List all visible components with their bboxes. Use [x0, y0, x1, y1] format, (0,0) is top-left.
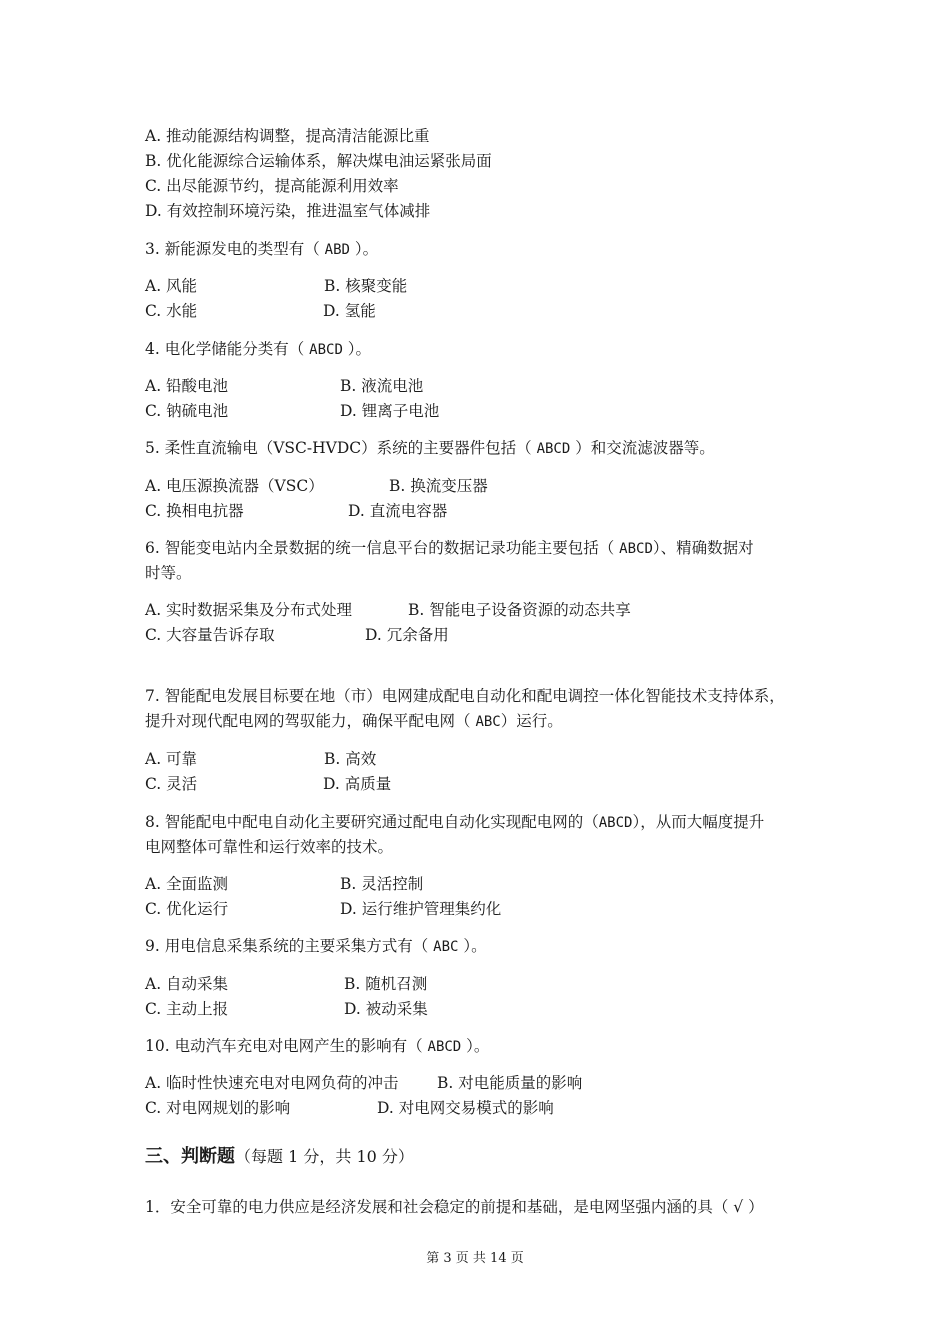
judgment-1: 1．安全可靠的电力供应是经济发展和社会稳定的前提和基础，是电网坚强内涵的具（ √ ）: [145, 1198, 764, 1216]
option-c: C. 出尽能源节约，提高能源利用效率: [145, 177, 399, 195]
option-d: D. 被动采集: [344, 1000, 428, 1018]
option-b: B. 高效: [324, 750, 377, 768]
question-6-line-2: 时等。: [145, 564, 192, 582]
option-d: D. 冗余备用: [365, 626, 449, 644]
option-d: D. 运行维护管理集约化: [340, 900, 502, 918]
answer: ABC: [433, 939, 459, 955]
question-7-line-2: 提升对现代配电网的驾驭能力，确保平配电网（ ABC）运行。: [145, 712, 563, 730]
option-a: A. 推动能源结构调整，提高清洁能源比重: [145, 127, 430, 145]
option-c: C. 对电网规划的影响: [145, 1099, 291, 1117]
question-4: 4. 电化学储能分类有（ ABCD ）。: [145, 340, 372, 358]
question-9: 9. 用电信息采集系统的主要采集方式有（ ABC ）。: [145, 937, 487, 955]
question-8-line-2: 电网整体可靠性和运行效率的技术。: [145, 838, 394, 856]
option-b: B. 智能电子设备资源的动态共享: [408, 601, 631, 619]
option-d: D. 对电网交易模式的影响: [377, 1099, 554, 1117]
option-d: D. 氢能: [323, 302, 376, 320]
option-a: A. 可靠: [145, 750, 198, 768]
option-d: D. 有效控制环境污染，推进温室气体减排: [145, 202, 431, 220]
option-d: D. 锂离子电池: [340, 402, 440, 420]
answer: ABCD: [536, 441, 571, 457]
check-mark: √: [733, 1198, 744, 1216]
answer: ABCD: [598, 815, 633, 831]
option-c: C. 大容量告诉存取: [145, 626, 275, 644]
question-7: 7. 智能配电发展目标要在地（市）电网建成配电自动化和配电调控一体化智能技术支持体系，: [145, 687, 785, 705]
answer: ABCD: [427, 1039, 462, 1055]
option-a: A. 电压源换流器（VSC）: [145, 477, 324, 495]
option-a: A. 铅酸电池: [145, 377, 229, 395]
answer: ABC: [475, 714, 501, 730]
question-6: 6. 智能变电站内全景数据的统一信息平台的数据记录功能主要包括（ ABCD）、精确数据对: [145, 539, 754, 557]
option-b: B. 换流变压器: [389, 477, 488, 495]
question-3: 3. 新能源发电的类型有（ ABD ）。: [145, 240, 379, 258]
option-c: C. 主动上报: [145, 1000, 229, 1018]
option-b: B. 液流电池: [340, 377, 424, 395]
section-heading: 三、判断题（每题 1 分，共 10 分）: [145, 1146, 414, 1167]
option-b: B. 灵活控制: [340, 875, 424, 893]
option-c: C. 优化运行: [145, 900, 229, 918]
answer: ABD: [324, 242, 350, 258]
question-10: 10. 电动汽车充电对电网产生的影响有（ ABCD ）。: [145, 1037, 490, 1055]
option-a: A. 实时数据采集及分布式处理: [145, 601, 353, 619]
option-a: A. 风能: [145, 277, 198, 295]
option-c: C. 水能: [145, 302, 198, 320]
option-b: B. 对电能质量的影响: [437, 1074, 583, 1092]
question-8: 8. 智能配电中配电自动化主要研究通过配电自动化实现配电网的（ABCD），从而大幅度提升: [145, 813, 765, 831]
answer: ABCD: [619, 541, 653, 557]
page-footer: 第 3 页 共 14 页: [426, 1251, 524, 1266]
option-c: C. 灵活: [145, 775, 198, 793]
option-a: A. 全面监测: [145, 875, 229, 893]
answer: ABCD: [309, 342, 343, 358]
question-5: 5. 柔性直流输电（VSC-HVDC）系统的主要器件包括（ ABCD ）和交流滤波器等。: [145, 439, 715, 457]
option-b: B. 随机召测: [344, 975, 428, 993]
option-a: A. 自动采集: [145, 975, 229, 993]
option-d: D. 直流电容器: [348, 502, 448, 520]
option-c: C. 换相电抗器: [145, 502, 244, 520]
option-d: D. 高质量: [323, 775, 392, 793]
option-b: B. 核聚变能: [324, 277, 408, 295]
option-c: C. 钠硫电池: [145, 402, 229, 420]
option-a: A. 临时性快速充电对电网负荷的冲击: [145, 1074, 399, 1092]
option-b: B. 优化能源综合运输体系，解决煤电油运紧张局面: [145, 152, 492, 170]
